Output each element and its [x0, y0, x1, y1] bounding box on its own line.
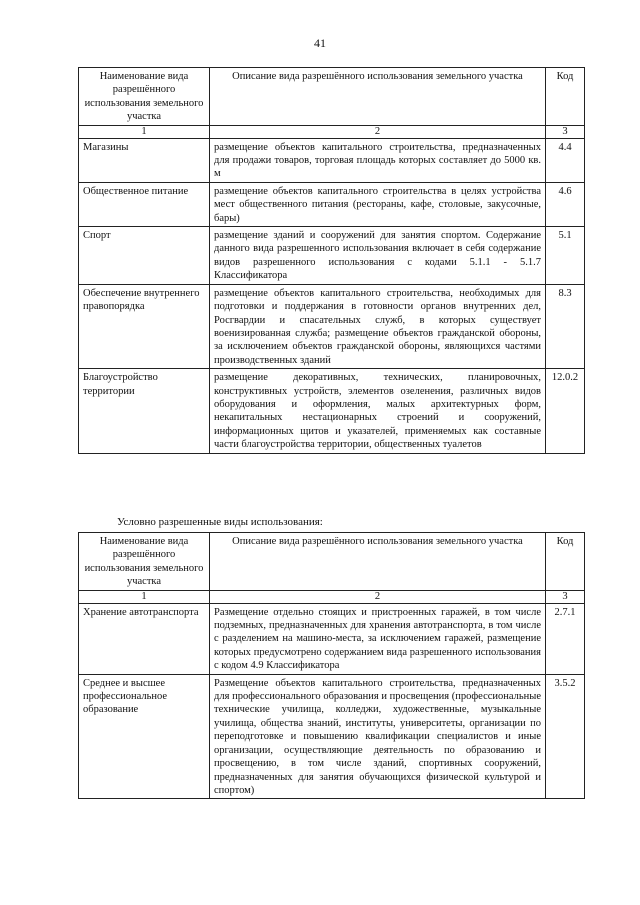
table-row [79, 674, 585, 799]
table-row [79, 182, 585, 226]
header-name-cell: Наименование вида разрешённого использования земельного участка [79, 68, 210, 126]
column-number: 1 [79, 590, 210, 603]
conditional-uses-caption: Условно разрешенные виды использования: [117, 516, 323, 528]
use-name-cell: Магазины [79, 138, 210, 182]
column-number: 1 [79, 125, 210, 138]
use-description-cell: Размещение отдельно стоящих и пристроенных гаражей, в том числе подземных, предназначенных для хранения автотранспорта, в том числе с разделением на машино-места, за исключением гаражей, размещение которых предусмотрено содержанием вида разрешенного использования с кодом 4.9 Классификатора [210, 603, 546, 674]
header-code-cell: Код [546, 533, 585, 591]
use-description-cell: размещение декоративных, технических, планировочных, конструктивных устройств, элементов озеленения, различных видов оборудования и оформления, малых архитектурных форм, некапитальных нестационарных строений и сооружений, информационных щитов и указателей, применяемых как составные части благоустройства территории, общественных туалетов [210, 369, 546, 453]
use-name-cell: Среднее и высшее профессиональное образование [79, 674, 210, 799]
use-description-cell: размещение объектов капитального строительства, предназначенных для продажи товаров, торговая площадь которых составляет до 5000 кв. м [210, 138, 546, 182]
use-code-cell: 4.6 [546, 182, 585, 226]
header-name-cell: Наименование вида разрешённого использования земельного участка [79, 533, 210, 591]
header-description-cell: Описание вида разрешённого использования земельного участка [210, 533, 546, 591]
use-name-cell: Обеспечение внутреннего правопорядка [79, 284, 210, 368]
header-description-cell: Описание вида разрешённого использования земельного участка [210, 68, 546, 126]
table-row [79, 603, 585, 674]
use-description-cell: размещение объектов капитального строительства, необходимых для подготовки и поддержания в готовности органов внутренних дел, Росгвардии и спасательных служб, в которых существует военизированная служба; размещение объектов гражданской обороны, за исключением объектов гражданской обороны, являющихся частями производственных зданий [210, 284, 546, 368]
table-row [79, 227, 585, 285]
use-description-cell: Размещение объектов капитального строительства, предназначенных для профессионального образования и просвещения (профессиональные технические училища, колледжи, художественные, музыкальные училища, общества знаний, институты, университеты, организации по переподготовке и повышению квалификации специалистов и иные организации, осуществляющие деятельность по образованию и просвещению, в том числе зданий, спортивных сооружений, предназначенных для занятия обучающихся физической культурой и спортом) [210, 674, 546, 799]
column-number: 2 [210, 590, 546, 603]
table-header-row [79, 68, 585, 126]
use-name-cell: Хранение автотранспорта [79, 603, 210, 674]
column-number: 3 [546, 125, 585, 138]
use-code-cell: 8.3 [546, 284, 585, 368]
table-row [79, 284, 585, 368]
use-code-cell: 12.0.2 [546, 369, 585, 453]
column-number-row [79, 590, 585, 603]
use-name-cell: Общественное питание [79, 182, 210, 226]
table-row [79, 138, 585, 182]
use-name-cell: Благоустройство территории [79, 369, 210, 453]
use-code-cell: 4.4 [546, 138, 585, 182]
column-number: 2 [210, 125, 546, 138]
column-number: 3 [546, 590, 585, 603]
column-number-row [79, 125, 585, 138]
page-number: 41 [314, 36, 326, 50]
use-code-cell: 2.7.1 [546, 603, 585, 674]
use-description-cell: размещение объектов капитального строительства в целях устройства мест общественного питания (рестораны, кафе, столовые, закусочные, бары) [210, 182, 546, 226]
use-description-cell: размещение зданий и сооружений для занятия спортом. Содержание данного вида разрешенного использования включает в себя содержание видов разрешенного использования с кодами 5.1.1 - 5.1.7 Классификатора [210, 227, 546, 285]
table-header-row [79, 533, 585, 591]
use-code-cell: 3.5.2 [546, 674, 585, 799]
use-name-cell: Спорт [79, 227, 210, 285]
permitted-uses-table [78, 67, 585, 454]
header-code-cell: Код [546, 68, 585, 126]
table-row [79, 369, 585, 453]
use-code-cell: 5.1 [546, 227, 585, 285]
conditional-uses-table [78, 532, 585, 799]
